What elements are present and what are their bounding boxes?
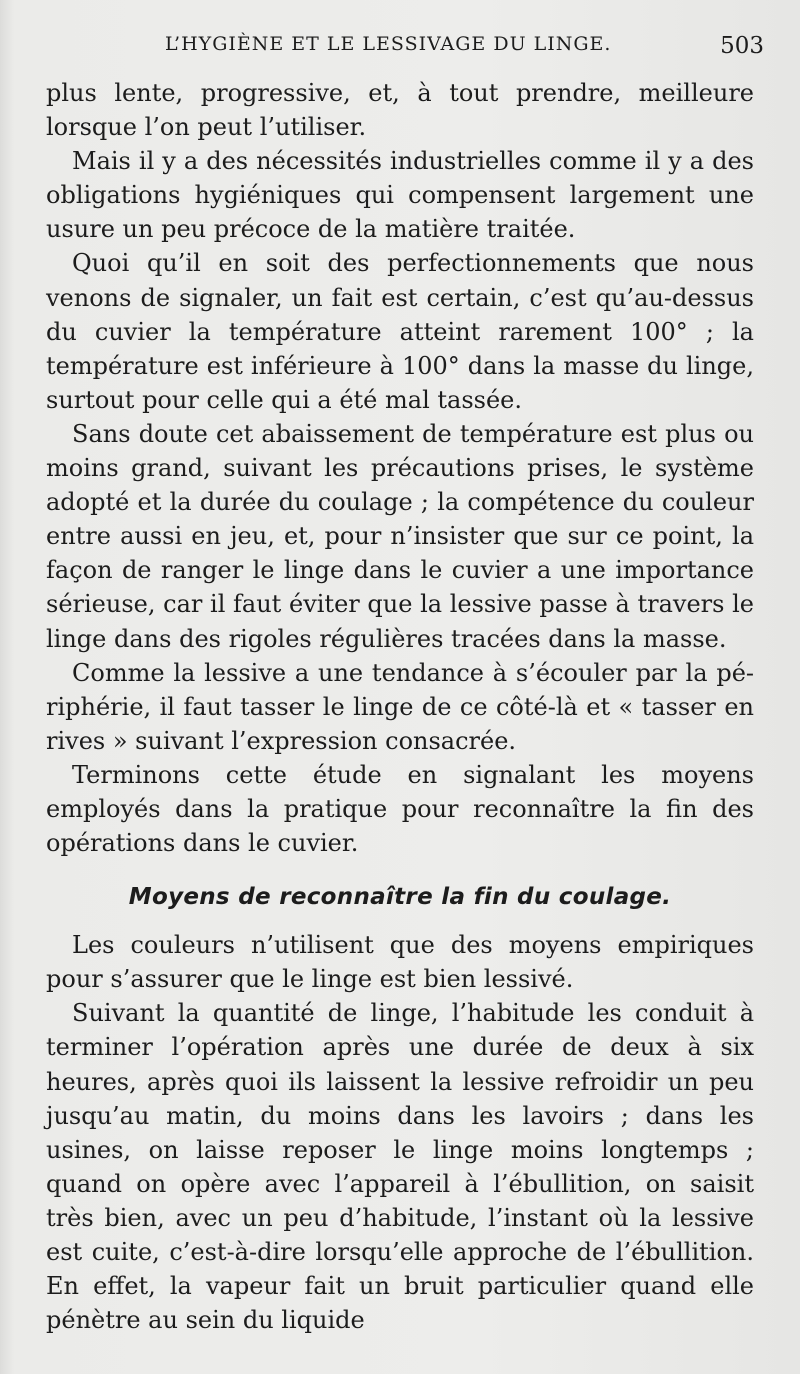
- page-header: [0, 33, 800, 73]
- section-heading: Moyens de reconnaître la fin du coulage.: [128, 884, 672, 911]
- paragraph: Suivant la quantité de linge, l’habitude les conduit à terminer l’opération après une durée de deux à six heures, après quoi ils laissent la lessive refroidir un peu jusqu’au matin, du moins dans les lavoirs ; dans les usines, on laisse reposer le linge moins longtemps ; quand on opère avec l’appareil à l’ébullition, on saisit très bien, avec un peu d’habitude, l’instant où la lessive est cuite, c’est-à-dire lorsqu’elle approche de l’ébullition. En effet, la vapeur fait un bruit particulier quand elle pénètre au sein du liquide: [46, 999, 754, 1335]
- paragraph: Comme la lessive a une tendance à s’écouler par la périphérie, il faut tasser le linge de ce côté-là et « tasser en rives » suivant l’expression consacrée.: [46, 658, 754, 755]
- running-title: L’HYGIÈNE ET LE LESSIVAGE DU LINGE.: [165, 33, 612, 55]
- paragraph: plus lente, progressive, et, à tout prendre, meilleure lorsque l’on peut l’utiliser.: [46, 79, 754, 142]
- paragraph: Mais il y a des nécessités industrielles comme il y a des obligations hygiéniques qui compensent largement une usure un peu précoce de la matière traitée.: [46, 147, 754, 244]
- paragraph: Quoi qu’il en soit des perfectionnements que nous venons de signaler, un fait est certain, c’est qu’au-dessus du cuvier la température atteint rarement 100° ; la température est inférieure à 100° dans la masse du linge, surtout pour celle qui a été mal tassée.: [46, 249, 754, 414]
- paragraph: Les couleurs n’utilisent que des moyens empiriques pour s’assurer que le linge est bien lessivé.: [46, 931, 754, 994]
- body-text: [46, 76, 754, 1337]
- page-number: 503: [720, 33, 764, 59]
- paragraph: Sans doute cet abaissement de température est plus ou moins grand, suivant les précautions prises, le système adopté et la durée du coulage ; la compétence du couleur entre aussi en jeu, et, pour n’insister que sur ce point, la façon de ranger le linge dans le cuvier a une importance sérieuse, car il faut éviter que la lessive passe à travers le linge dans des rigoles régulières tracées dans la masse.: [46, 419, 754, 653]
- paragraph: Terminons cette étude en signalant les moyens employés dans la pratique pour reconnaître la fin des opérations dans le cuvier.: [46, 760, 754, 858]
